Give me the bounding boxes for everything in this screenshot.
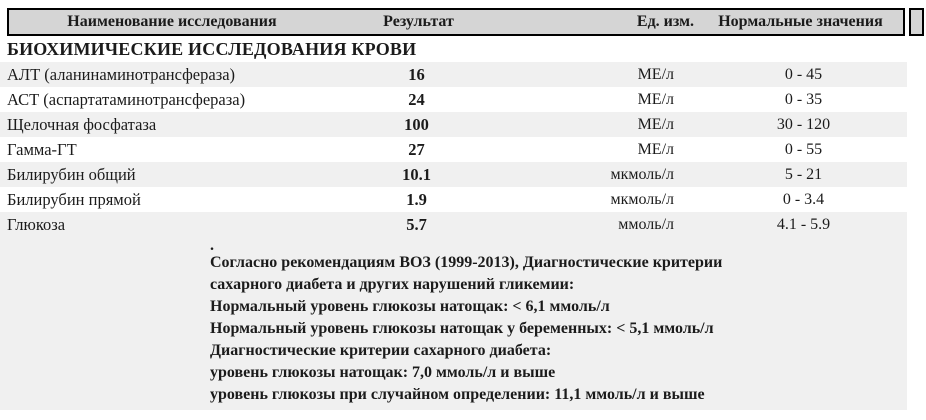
- table-row: [0, 187, 907, 212]
- column-header-test-name: Наименование исследования: [67, 13, 277, 30]
- test-normal-range: 5 - 21: [784, 166, 823, 183]
- test-unit: мкмоль/л: [610, 166, 674, 183]
- note-dot: .: [210, 237, 214, 254]
- table-header-extra-cell: [909, 8, 924, 36]
- table-row: [0, 137, 907, 162]
- test-unit: МЕ/л: [637, 91, 674, 108]
- table-row: [0, 112, 907, 137]
- test-result: 16: [408, 65, 425, 84]
- test-name: Билирубин прямой: [7, 190, 141, 209]
- test-unit: МЕ/л: [637, 66, 674, 83]
- test-result: 27: [408, 140, 425, 159]
- column-header-result: Результат: [383, 13, 454, 30]
- test-result: 100: [404, 115, 429, 134]
- table-row: [0, 162, 907, 187]
- test-name: Щелочная фосфатаза: [7, 115, 157, 134]
- table-header-box: [7, 8, 905, 36]
- note-line: Нормальный уровень глюкозы натощак у беременных: < 5,1 ммоль/л: [210, 320, 714, 337]
- test-normal-range: 4.1 - 5.9: [776, 216, 831, 233]
- note-line: Нормальный уровень глюкозы натощак: < 6,1 ммоль/л: [210, 298, 610, 315]
- table-row: [0, 62, 907, 87]
- test-result: 5.7: [406, 215, 427, 234]
- test-result: 10.1: [402, 165, 431, 184]
- test-result: 1.9: [406, 190, 427, 209]
- test-result: 24: [408, 90, 425, 109]
- test-normal-range: 30 - 120: [776, 116, 831, 133]
- note-line: Согласно рекомендациям ВОЗ (1999-2013), Диагностические критерии: [210, 254, 723, 271]
- test-unit: МЕ/л: [637, 116, 674, 133]
- table-row: [0, 212, 907, 237]
- table-row: [0, 87, 907, 112]
- note-line: уровень глюкозы натощак: 7,0 ммоль/л и выше: [210, 364, 556, 381]
- note-line: уровень глюкозы при случайном определении: 11,1 ммоль/л и выше: [210, 386, 705, 403]
- test-normal-range: 0 - 3.4: [782, 191, 825, 208]
- test-unit: мкмоль/л: [610, 191, 674, 208]
- section-title: БИОХИМИЧЕСКИЕ ИССЛЕДОВАНИЯ КРОВИ: [7, 39, 417, 59]
- column-header-unit: Ед. изм.: [636, 13, 694, 30]
- test-name: Глюкоза: [7, 215, 66, 234]
- note-line: Диагностические критерии сахарного диабета:: [210, 342, 552, 359]
- test-name: Гамма-ГТ: [7, 140, 77, 159]
- test-unit: ммоль/л: [618, 216, 674, 233]
- test-name: АЛТ (аланинаминотрансфераза): [7, 65, 236, 84]
- test-name: АСТ (аспартатаминотрансфераза): [7, 90, 246, 109]
- note-block: [0, 237, 907, 410]
- test-name: Билирубин общий: [7, 165, 136, 184]
- test-normal-range: 0 - 35: [784, 91, 823, 108]
- test-normal-range: 0 - 55: [784, 141, 823, 158]
- test-unit: МЕ/л: [637, 141, 674, 158]
- column-header-normal-values: Нормальные значения: [718, 13, 883, 30]
- note-line: сахарного диабета и других нарушений гликемии:: [210, 276, 575, 293]
- test-normal-range: 0 - 45: [784, 66, 823, 83]
- table-header-row: [0, 0, 926, 36]
